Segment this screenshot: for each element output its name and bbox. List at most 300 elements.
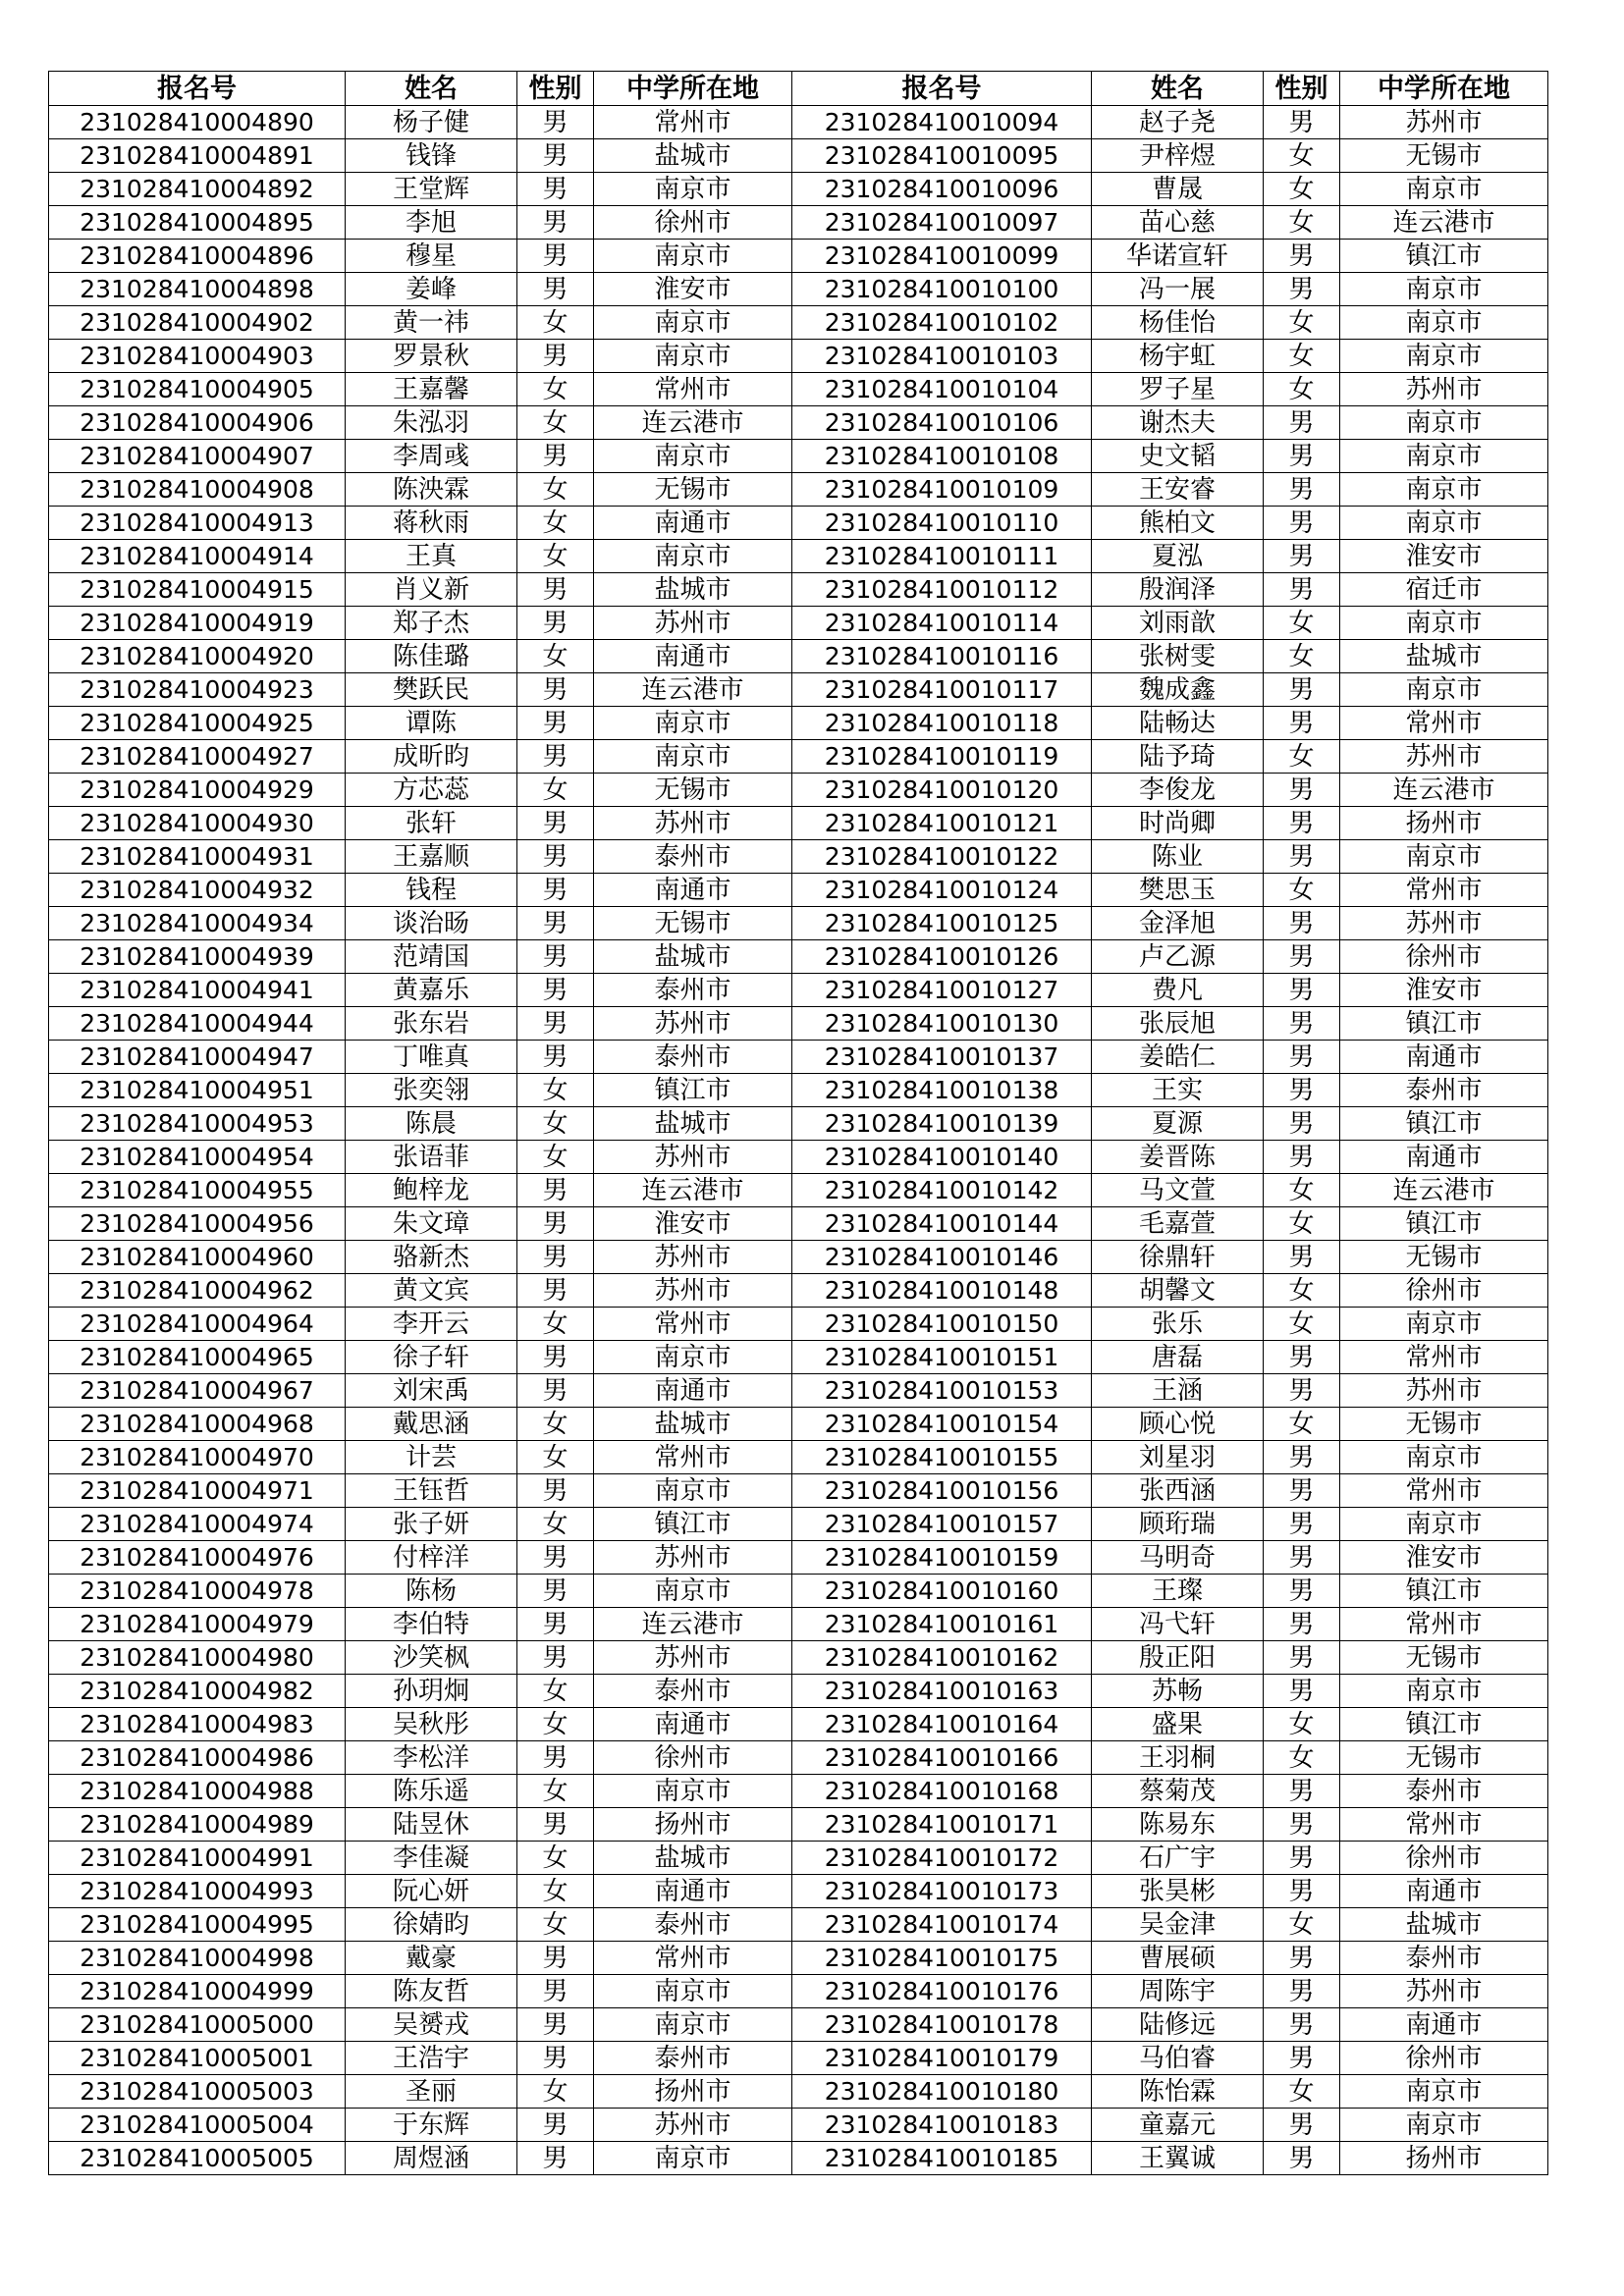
registration-number-cell: 231028410010094 (792, 106, 1092, 139)
student-name-cell: 计芸 (346, 1441, 517, 1474)
school-location-cell: 南京市 (594, 1341, 792, 1374)
student-name-cell: 谢杰夫 (1092, 406, 1264, 440)
gender-cell: 男 (517, 1741, 594, 1775)
gender-cell: 女 (1264, 607, 1340, 640)
table-row (49, 1808, 1548, 1842)
school-location-cell: 南京市 (1340, 306, 1548, 340)
registration-number-cell: 231028410010154 (792, 1408, 1092, 1441)
gender-cell: 男 (517, 1575, 594, 1608)
student-name-cell: 成昕昀 (346, 740, 517, 774)
student-name-cell: 骆新杰 (346, 1241, 517, 1274)
gender-cell: 男 (1264, 1107, 1340, 1141)
gender-cell: 男 (517, 1641, 594, 1675)
gender-cell: 女 (1264, 1174, 1340, 1207)
registration-number-cell: 231028410010150 (792, 1308, 1092, 1341)
table-row (49, 1041, 1548, 1074)
table-row (49, 640, 1548, 673)
registration-number-cell: 231028410004920 (49, 640, 346, 673)
school-location-cell: 苏州市 (594, 1141, 792, 1174)
table-row (49, 1341, 1548, 1374)
registration-number-cell: 231028410004906 (49, 406, 346, 440)
school-location-cell: 苏州市 (1340, 373, 1548, 406)
student-name-cell: 徐子轩 (346, 1341, 517, 1374)
registration-number-cell: 231028410010144 (792, 1207, 1092, 1241)
gender-cell: 男 (517, 1174, 594, 1207)
school-location-cell: 扬州市 (1340, 807, 1548, 840)
table-row (49, 2075, 1548, 2109)
student-name-cell: 王真 (346, 540, 517, 573)
table-row (49, 2042, 1548, 2075)
registration-number-cell: 231028410010127 (792, 974, 1092, 1007)
gender-cell: 男 (1264, 1975, 1340, 2008)
school-location-cell: 连云港市 (594, 1608, 792, 1641)
gender-cell: 女 (517, 1508, 594, 1541)
student-name-cell: 钱锋 (346, 139, 517, 173)
table-row (49, 1007, 1548, 1041)
school-location-cell: 南京市 (1340, 1308, 1548, 1341)
table-row (49, 1675, 1548, 1708)
student-name-cell: 朱文璋 (346, 1207, 517, 1241)
school-location-cell: 南京市 (594, 2142, 792, 2175)
gender-cell: 男 (517, 1274, 594, 1308)
header-row (49, 72, 1548, 106)
roster-body (49, 106, 1548, 2175)
school-location-cell: 常州市 (1340, 874, 1548, 907)
table-row (49, 1441, 1548, 1474)
school-location-cell: 连云港市 (594, 673, 792, 707)
school-location-cell: 无锡市 (1340, 1641, 1548, 1675)
student-name-cell: 吴金津 (1092, 1908, 1264, 1942)
student-name-cell: 石广宇 (1092, 1842, 1264, 1875)
registration-number-cell: 231028410010153 (792, 1374, 1092, 1408)
registration-number-cell: 231028410004976 (49, 1541, 346, 1575)
gender-cell: 男 (1264, 573, 1340, 607)
gender-cell: 男 (1264, 774, 1340, 807)
school-location-cell: 无锡市 (1340, 1741, 1548, 1775)
gender-cell: 女 (517, 1908, 594, 1942)
registration-number-cell: 231028410010102 (792, 306, 1092, 340)
table-row (49, 240, 1548, 273)
registration-number-cell: 231028410010180 (792, 2075, 1092, 2109)
gender-cell: 男 (1264, 273, 1340, 306)
registration-number-cell: 231028410004890 (49, 106, 346, 139)
table-row (49, 673, 1548, 707)
student-name-cell: 方芯蕊 (346, 774, 517, 807)
school-location-cell: 泰州市 (1340, 1775, 1548, 1808)
gender-cell: 女 (517, 640, 594, 673)
admission-roster-table (48, 71, 1548, 2175)
student-name-cell: 金泽旭 (1092, 907, 1264, 940)
gender-cell: 男 (1264, 840, 1340, 874)
gender-cell: 男 (517, 740, 594, 774)
school-location-cell: 常州市 (1340, 1608, 1548, 1641)
table-row (49, 940, 1548, 974)
registration-number-cell: 231028410010140 (792, 1141, 1092, 1174)
registration-number-cell: 231028410004892 (49, 173, 346, 206)
gender-cell: 男 (517, 974, 594, 1007)
table-row (49, 473, 1548, 507)
student-name-cell: 杨宇虹 (1092, 340, 1264, 373)
student-name-cell: 童嘉元 (1092, 2109, 1264, 2142)
registration-number-cell: 231028410004978 (49, 1575, 346, 1608)
registration-number-cell: 231028410004908 (49, 473, 346, 507)
gender-cell: 女 (1264, 1274, 1340, 1308)
school-location-cell: 常州市 (594, 373, 792, 406)
gender-cell: 男 (1264, 1441, 1340, 1474)
student-name-cell: 胡馨文 (1092, 1274, 1264, 1308)
gender-cell: 女 (1264, 1408, 1340, 1441)
table-row (49, 1241, 1548, 1274)
school-location-cell: 宿迁市 (1340, 573, 1548, 607)
registration-number-cell: 231028410004931 (49, 840, 346, 874)
registration-number-cell: 231028410004944 (49, 1007, 346, 1041)
table-row (49, 774, 1548, 807)
school-location-cell: 南京市 (1340, 507, 1548, 540)
gender-cell: 男 (517, 273, 594, 306)
gender-cell: 男 (517, 1374, 594, 1408)
student-name-cell: 黄一祎 (346, 306, 517, 340)
registration-number-cell: 231028410010109 (792, 473, 1092, 507)
student-name-cell: 蔡菊茂 (1092, 1775, 1264, 1808)
registration-number-cell: 231028410004970 (49, 1441, 346, 1474)
student-name-cell: 夏源 (1092, 1107, 1264, 1141)
school-location-cell: 南京市 (594, 740, 792, 774)
registration-number-cell: 231028410010173 (792, 1875, 1092, 1908)
student-name-cell: 范靖国 (346, 940, 517, 974)
school-location-cell: 南京市 (594, 1575, 792, 1608)
registration-number-cell: 231028410004983 (49, 1708, 346, 1741)
student-name-cell: 杨子健 (346, 106, 517, 139)
school-location-cell: 南京市 (1340, 1508, 1548, 1541)
school-location-cell: 南通市 (1340, 1875, 1548, 1908)
student-name-cell: 盛果 (1092, 1708, 1264, 1741)
table-row (49, 607, 1548, 640)
student-name-cell: 马明奇 (1092, 1541, 1264, 1575)
school-location-cell: 苏州市 (594, 1007, 792, 1041)
registration-number-cell: 231028410004927 (49, 740, 346, 774)
gender-cell: 男 (1264, 1241, 1340, 1274)
gender-cell: 男 (1264, 707, 1340, 740)
table-row (49, 1641, 1548, 1675)
student-name-cell: 王实 (1092, 1074, 1264, 1107)
student-name-cell: 刘宋禹 (346, 1374, 517, 1408)
registration-number-cell: 231028410004989 (49, 1808, 346, 1842)
student-name-cell: 陈怡霖 (1092, 2075, 1264, 2109)
student-name-cell: 尹梓煜 (1092, 139, 1264, 173)
registration-number-cell: 231028410010138 (792, 1074, 1092, 1107)
school-location-cell: 盐城市 (1340, 1908, 1548, 1942)
registration-number-cell: 231028410004923 (49, 673, 346, 707)
table-row (49, 740, 1548, 774)
gender-cell: 男 (517, 2008, 594, 2042)
table-row (49, 1408, 1548, 1441)
school-location-cell: 镇江市 (1340, 240, 1548, 273)
registration-number-cell: 231028410010130 (792, 1007, 1092, 1041)
registration-number-cell: 231028410010159 (792, 1541, 1092, 1575)
school-location-cell: 盐城市 (594, 1408, 792, 1441)
school-location-cell: 泰州市 (594, 2042, 792, 2075)
student-name-cell: 顾心悦 (1092, 1408, 1264, 1441)
student-name-cell: 陈乐遥 (346, 1775, 517, 1808)
gender-cell: 男 (517, 673, 594, 707)
registration-number-cell: 231028410005003 (49, 2075, 346, 2109)
school-location-cell: 苏州市 (1340, 1975, 1548, 2008)
school-location-cell: 常州市 (594, 1308, 792, 1341)
registration-number-cell: 231028410010137 (792, 1041, 1092, 1074)
school-location-cell: 淮安市 (1340, 540, 1548, 573)
table-row (49, 840, 1548, 874)
school-location-cell: 南京市 (1340, 2075, 1548, 2109)
registration-number-cell: 231028410004962 (49, 1274, 346, 1308)
student-name-cell: 张乐 (1092, 1308, 1264, 1341)
student-name-cell: 圣丽 (346, 2075, 517, 2109)
table-row (49, 1975, 1548, 2008)
registration-number-cell: 231028410004964 (49, 1308, 346, 1341)
table-row (49, 2008, 1548, 2042)
school-location-cell: 无锡市 (1340, 1241, 1548, 1274)
registration-number-cell: 231028410010118 (792, 707, 1092, 740)
student-name-cell: 毛嘉萱 (1092, 1207, 1264, 1241)
student-name-cell: 冯弋轩 (1092, 1608, 1264, 1641)
gender-cell: 女 (1264, 874, 1340, 907)
table-row (49, 1608, 1548, 1641)
registration-number-cell: 231028410004934 (49, 907, 346, 940)
registration-number-cell: 231028410005004 (49, 2109, 346, 2142)
gender-cell: 女 (1264, 139, 1340, 173)
registration-number-cell: 231028410010155 (792, 1441, 1092, 1474)
student-name-cell: 刘星羽 (1092, 1441, 1264, 1474)
registration-number-cell: 231028410004903 (49, 340, 346, 373)
school-location-cell: 南京市 (1340, 840, 1548, 874)
student-name-cell: 陆昱休 (346, 1808, 517, 1842)
school-location-cell: 苏州市 (594, 1541, 792, 1575)
gender-cell: 男 (1264, 1675, 1340, 1708)
gender-cell: 男 (1264, 940, 1340, 974)
gender-cell: 男 (517, 139, 594, 173)
gender-cell: 男 (1264, 1608, 1340, 1641)
registration-number-cell: 231028410005001 (49, 2042, 346, 2075)
registration-number-cell: 231028410004895 (49, 206, 346, 240)
table-row (49, 1474, 1548, 1508)
table-row (49, 1575, 1548, 1608)
gender-cell: 男 (1264, 240, 1340, 273)
registration-number-cell: 231028410010151 (792, 1341, 1092, 1374)
registration-number-cell: 231028410010125 (792, 907, 1092, 940)
gender-cell: 男 (517, 206, 594, 240)
registration-number-cell: 231028410010116 (792, 640, 1092, 673)
student-name-cell: 唐磊 (1092, 1341, 1264, 1374)
school-location-cell: 苏州市 (1340, 106, 1548, 139)
gender-cell: 男 (1264, 1875, 1340, 1908)
student-name-cell: 陆修远 (1092, 2008, 1264, 2042)
student-name-cell: 周煜涵 (346, 2142, 517, 2175)
student-name-cell: 付梓洋 (346, 1541, 517, 1575)
registration-number-cell: 231028410004980 (49, 1641, 346, 1675)
gender-cell: 男 (517, 573, 594, 607)
student-name-cell: 曹展硕 (1092, 1942, 1264, 1975)
registration-number-cell: 231028410004999 (49, 1975, 346, 2008)
student-name-cell: 钱程 (346, 874, 517, 907)
gender-cell: 男 (517, 874, 594, 907)
registration-number-cell: 231028410010110 (792, 507, 1092, 540)
gender-cell: 女 (1264, 2075, 1340, 2109)
student-name-cell: 王翼诚 (1092, 2142, 1264, 2175)
table-row (49, 340, 1548, 373)
school-location-cell: 南京市 (594, 440, 792, 473)
gender-cell: 女 (517, 1775, 594, 1808)
school-location-cell: 盐城市 (1340, 640, 1548, 673)
student-name-cell: 王嘉顺 (346, 840, 517, 874)
registration-number-cell: 231028410004971 (49, 1474, 346, 1508)
table-row (49, 1842, 1548, 1875)
registration-number-cell: 231028410004896 (49, 240, 346, 273)
student-name-cell: 刘雨歆 (1092, 607, 1264, 640)
student-name-cell: 马伯睿 (1092, 2042, 1264, 2075)
school-location-cell: 镇江市 (594, 1074, 792, 1107)
registration-number-cell: 231028410010179 (792, 2042, 1092, 2075)
table-row (49, 1174, 1548, 1207)
student-name-cell: 李松洋 (346, 1741, 517, 1775)
gender-cell: 女 (1264, 206, 1340, 240)
registration-number-cell: 231028410010171 (792, 1808, 1092, 1842)
student-name-cell: 于东辉 (346, 2109, 517, 2142)
school-location-cell: 南京市 (594, 173, 792, 206)
table-row (49, 1541, 1548, 1575)
student-name-cell: 熊柏文 (1092, 507, 1264, 540)
gender-cell: 女 (517, 306, 594, 340)
student-name-cell: 陈泱霖 (346, 473, 517, 507)
gender-cell: 男 (1264, 1341, 1340, 1374)
student-name-cell: 姜峰 (346, 273, 517, 306)
gender-cell: 女 (517, 473, 594, 507)
gender-cell: 男 (517, 1942, 594, 1975)
gender-cell: 女 (517, 1107, 594, 1141)
school-location-cell: 南通市 (594, 1708, 792, 1741)
school-location-cell: 镇江市 (1340, 1708, 1548, 1741)
table-row (49, 507, 1548, 540)
registration-number-cell: 231028410010139 (792, 1107, 1092, 1141)
registration-number-cell: 231028410004925 (49, 707, 346, 740)
school-location-cell: 南京市 (594, 540, 792, 573)
school-location-cell: 徐州市 (594, 206, 792, 240)
school-location-cell: 苏州市 (1340, 907, 1548, 940)
gender-cell: 女 (1264, 373, 1340, 406)
school-location-cell: 苏州市 (594, 607, 792, 640)
gender-cell: 男 (517, 707, 594, 740)
gender-cell: 男 (1264, 440, 1340, 473)
school-location-cell: 南通市 (594, 640, 792, 673)
table-row (49, 974, 1548, 1007)
student-name-cell: 肖义新 (346, 573, 517, 607)
school-location-cell: 南京市 (1340, 340, 1548, 373)
student-name-cell: 王羽桐 (1092, 1741, 1264, 1775)
school-location-cell: 苏州市 (594, 807, 792, 840)
registration-number-cell: 231028410010174 (792, 1908, 1092, 1942)
gender-cell: 男 (517, 440, 594, 473)
table-row (49, 1374, 1548, 1408)
gender-cell: 男 (1264, 1474, 1340, 1508)
school-location-cell: 扬州市 (1340, 2142, 1548, 2175)
school-location-cell: 无锡市 (1340, 1408, 1548, 1441)
student-name-cell: 谭陈 (346, 707, 517, 740)
student-name-cell: 冯一展 (1092, 273, 1264, 306)
student-name-cell: 王嘉馨 (346, 373, 517, 406)
gender-cell: 男 (517, 1341, 594, 1374)
table-row (49, 2142, 1548, 2175)
gender-cell: 女 (517, 540, 594, 573)
school-location-cell: 无锡市 (594, 473, 792, 507)
student-name-cell: 蒋秋雨 (346, 507, 517, 540)
gender-cell: 女 (1264, 1708, 1340, 1741)
school-location-cell: 苏州市 (1340, 1374, 1548, 1408)
school-location-cell: 南京市 (594, 240, 792, 273)
table-row (49, 907, 1548, 940)
gender-cell: 男 (517, 1007, 594, 1041)
table-row (49, 306, 1548, 340)
registration-number-cell: 231028410004915 (49, 573, 346, 607)
school-location-cell: 徐州市 (1340, 2042, 1548, 2075)
student-name-cell: 樊跃民 (346, 673, 517, 707)
registration-number-cell: 231028410010176 (792, 1975, 1092, 2008)
registration-number-cell: 231028410004907 (49, 440, 346, 473)
registration-number-cell: 231028410004954 (49, 1141, 346, 1174)
student-name-cell: 张东岩 (346, 1007, 517, 1041)
registration-number-cell: 231028410010095 (792, 139, 1092, 173)
school-location-cell: 连云港市 (594, 406, 792, 440)
registration-number-cell: 231028410004955 (49, 1174, 346, 1207)
registration-number-cell: 231028410010104 (792, 373, 1092, 406)
school-location-cell: 南通市 (594, 1875, 792, 1908)
student-name-cell: 夏泓 (1092, 540, 1264, 573)
registration-number-cell: 231028410010183 (792, 2109, 1092, 2142)
registration-number-cell: 231028410004914 (49, 540, 346, 573)
gender-cell: 男 (1264, 1641, 1340, 1675)
table-row (49, 1141, 1548, 1174)
gender-cell: 男 (517, 240, 594, 273)
registration-number-cell: 231028410010121 (792, 807, 1092, 840)
table-row (49, 440, 1548, 473)
school-location-cell: 南通市 (1340, 1141, 1548, 1174)
gender-cell: 男 (517, 840, 594, 874)
gender-cell: 男 (517, 1975, 594, 2008)
school-location-cell: 南京市 (1340, 173, 1548, 206)
registration-number-cell: 231028410010108 (792, 440, 1092, 473)
gender-cell: 女 (517, 1875, 594, 1908)
table-row (49, 273, 1548, 306)
student-name-cell: 鲍梓龙 (346, 1174, 517, 1207)
table-row (49, 573, 1548, 607)
gender-cell: 男 (1264, 1141, 1340, 1174)
student-name-cell: 吴秋彤 (346, 1708, 517, 1741)
registration-number-cell: 231028410010160 (792, 1575, 1092, 1608)
student-name-cell: 李佳凝 (346, 1842, 517, 1875)
table-row (49, 1775, 1548, 1808)
school-location-cell: 南京市 (594, 707, 792, 740)
student-name-cell: 陆畅达 (1092, 707, 1264, 740)
student-name-cell: 李俊龙 (1092, 774, 1264, 807)
student-name-cell: 王安睿 (1092, 473, 1264, 507)
table-row (49, 1875, 1548, 1908)
registration-number-cell: 231028410004991 (49, 1842, 346, 1875)
registration-number-cell: 231028410010162 (792, 1641, 1092, 1675)
school-location-cell: 南京市 (1340, 1675, 1548, 1708)
gender-cell: 男 (517, 1041, 594, 1074)
school-location-cell: 泰州市 (594, 840, 792, 874)
gender-cell: 女 (1264, 173, 1340, 206)
student-name-cell: 李旭 (346, 206, 517, 240)
header-registration-number-2: 报名号 (792, 72, 1092, 106)
registration-number-cell: 231028410010146 (792, 1241, 1092, 1274)
